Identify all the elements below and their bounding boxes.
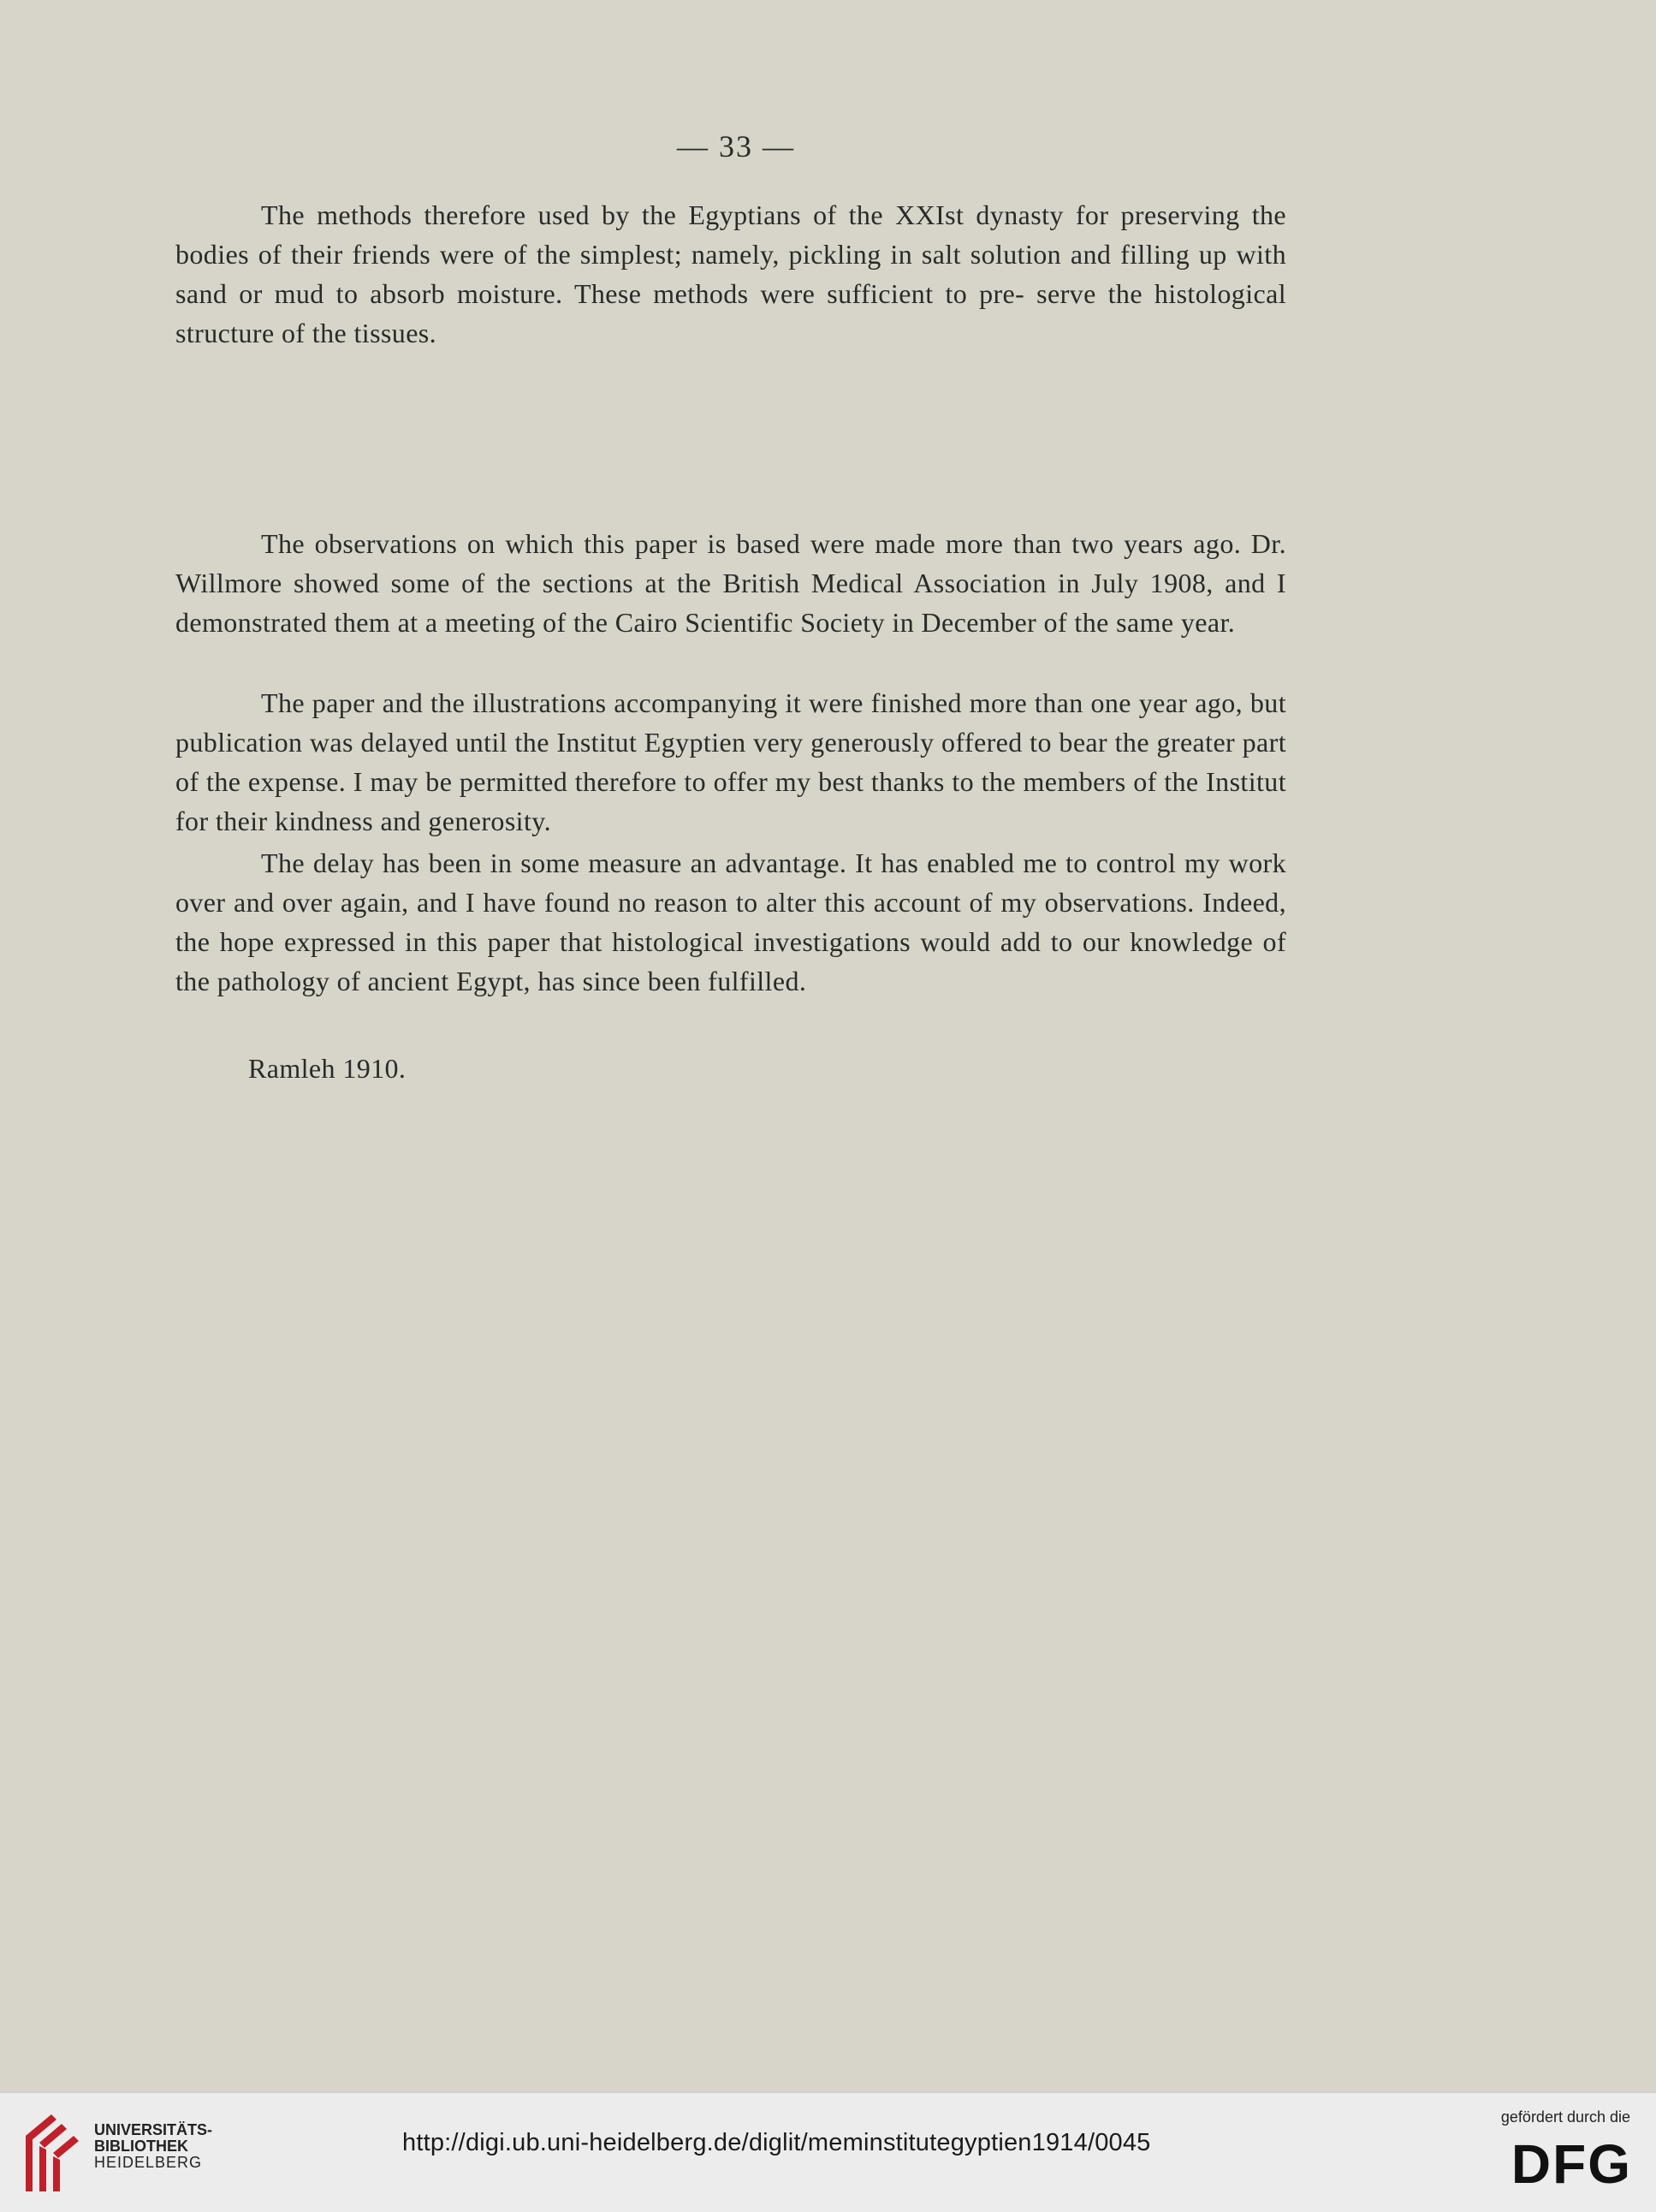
library-name-line-3: HEIDELBERG — [94, 2154, 203, 2171]
footer-bar — [0, 2091, 1656, 2212]
paragraph-2: The observations on which this paper is based were made more than two years ago. Dr. Willmore showed some of the sections at the British Medical Association in July 1908, and I demonstrated them at a meeting of the Cairo Scientific Society in December of the same year. — [175, 528, 1286, 638]
dfg-logo: DFG — [1511, 2133, 1632, 2195]
paragraph-3: The paper and the illustrations accompanying it were finished more than one year ago, but publication was delayed until the Institut Egyptien very generously offered to bear the greater part of the expense. I may be permitted therefore to offer my best thanks to the members of the Institut for their kindness and generosity. — [175, 687, 1286, 836]
source-url-link[interactable]: http://digi.ub.uni-heidelberg.de/diglit/meminstitutegyptien1914/0045 — [402, 2129, 1151, 2156]
paragraph-4: The delay has been in some measure an advantage. It has enabled me to control my work over and over again, and I have found no reason to alter this account of my observations. Indeed, the hope expressed in this paper that histological investigations would add to our knowledge of the pathology of ancient Egypt, has since been fulfilled. — [175, 847, 1286, 996]
library-name — [94, 2122, 212, 2171]
library-name-line-1: UNIVERSITÄTS- — [94, 2121, 213, 2138]
signoff: Ramleh 1910. — [248, 1053, 407, 1084]
funded-by-label: gefördert durch die — [1500, 2108, 1630, 2126]
page-number: — 33 — — [677, 129, 795, 164]
library-logo-icon — [17, 2110, 86, 2196]
paragraph-1: The methods therefore used by the Egyptians of the XXIst dynasty for preserving the bodies of their friends were of the simplest; namely, pickling in salt solution and filling up with sand or mud to absorb moisture. These methods were sufficient to pre- serve the histological structure of the tissues. — [175, 199, 1286, 348]
library-name-line-2: BIBLIOTHEK — [94, 2138, 188, 2155]
